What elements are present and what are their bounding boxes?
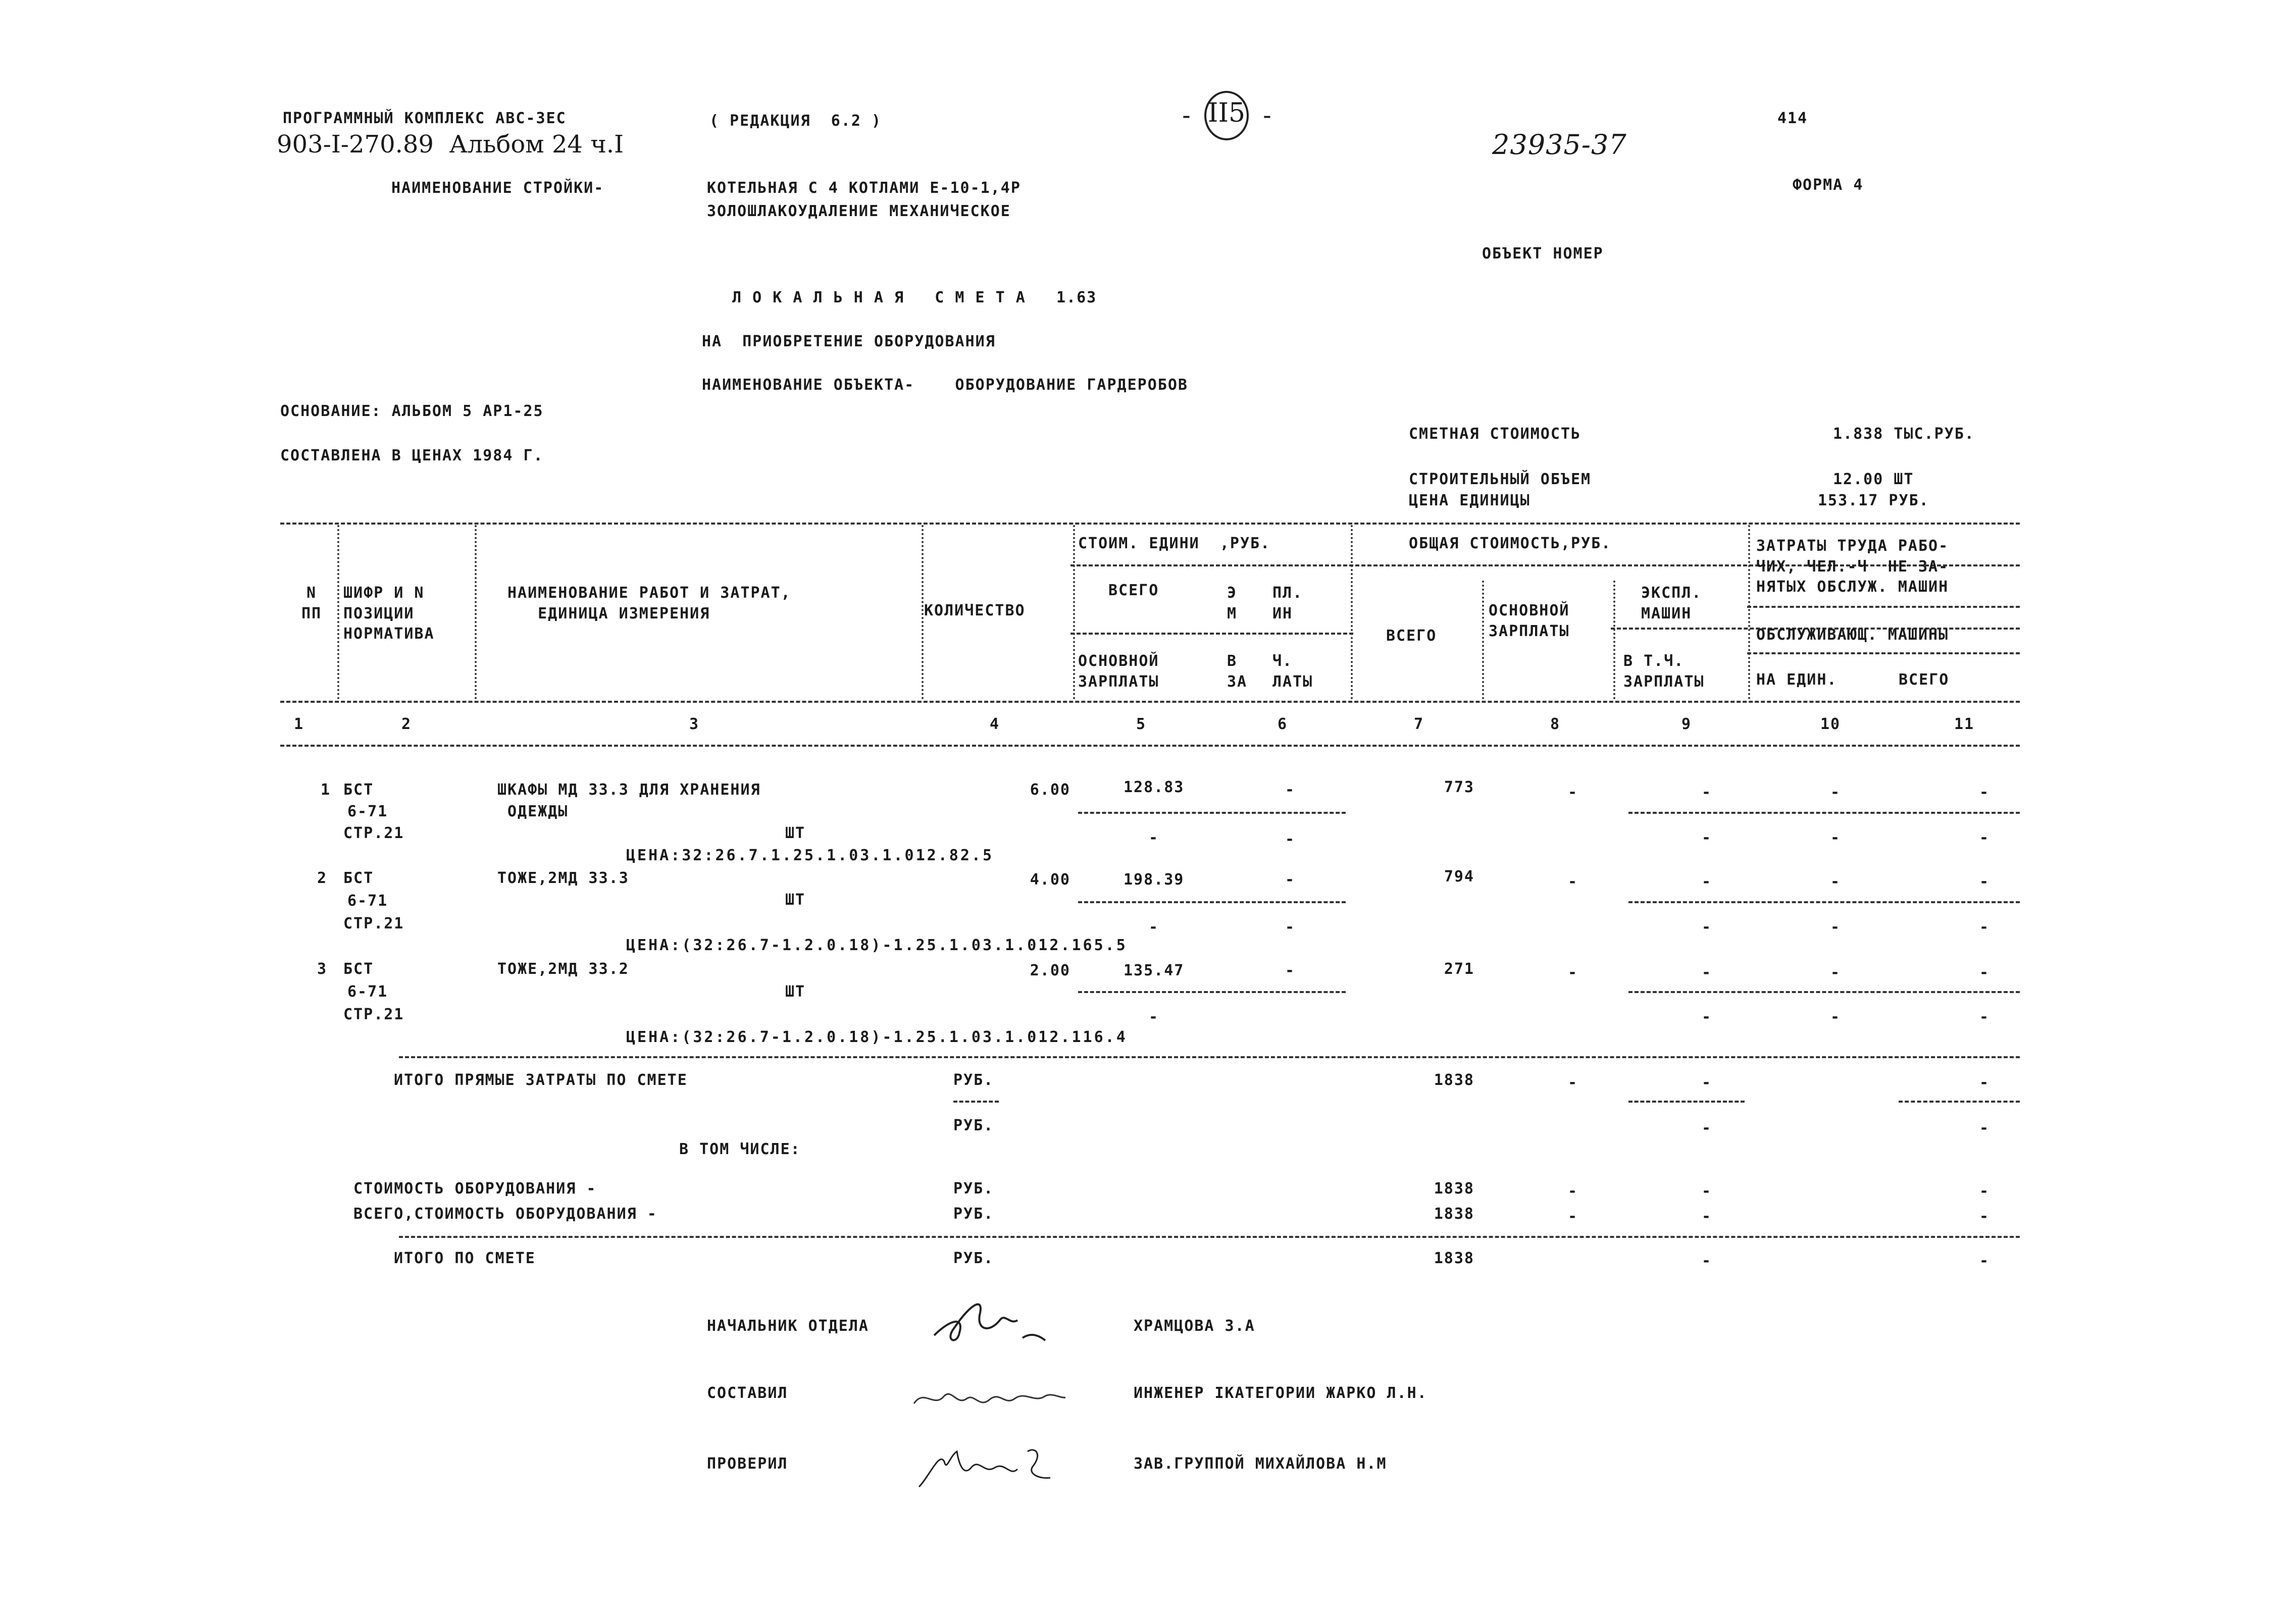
col-head-code: ШИФР И N ПОЗИЦИИ НОРМАТИВА <box>343 584 435 643</box>
row-qty: 4.00 <box>1030 871 1070 889</box>
row-dash: - <box>1830 829 1841 847</box>
row-labor-unit: - <box>1830 964 1841 981</box>
col-head-unit-cost: СТОИМ. ЕДИНИ ,РУБ. <box>1078 535 1271 552</box>
equipment-total-dash: - <box>1568 1208 1578 1225</box>
row-rule <box>1078 901 1346 903</box>
page-dash-left: - <box>1179 101 1195 130</box>
totals-rule <box>953 1101 999 1103</box>
row-dash: - <box>1979 829 1990 847</box>
row-unit-em: - <box>1285 962 1296 979</box>
col-number: 11 <box>1954 715 1975 733</box>
grand-total-dash: - <box>1702 1252 1712 1270</box>
basis: ОСНОВАНИЕ: АЛЬБОМ 5 АР1-25 <box>280 402 544 420</box>
row-code: 6-71 <box>347 983 388 1001</box>
compiled-by-name: ИНЖЕНЕР IКАТЕГОРИИ ЖАРКО Л.Н. <box>1134 1384 1427 1402</box>
row-dash: - <box>1979 918 1990 936</box>
equipment-cost-value: 1838 <box>1434 1180 1474 1198</box>
album-reference: 903-I-270.89 Альбом 24 ч.I <box>277 130 624 159</box>
row-rule <box>1078 991 1346 993</box>
col-head-total-mach-wage: В Т.Ч. ЗАРПЛАТЫ <box>1623 652 1705 691</box>
direct-costs-dash: - <box>1979 1119 1990 1137</box>
row-code: СТР.21 <box>343 915 404 932</box>
row-unit-cost: 135.47 <box>1124 962 1185 979</box>
col-head-n: N ПП <box>301 584 322 622</box>
sheet-number: 414 <box>1777 110 1808 127</box>
direct-costs-dash: - <box>1568 1074 1578 1092</box>
equipment-total-label: ВСЕГО,СТОИМОСТЬ ОБОРУДОВАНИЯ - <box>353 1205 657 1223</box>
equipment-cost-dash: - <box>1979 1182 1990 1200</box>
row-code: БСТ <box>343 960 374 978</box>
equipment-total-dash: - <box>1702 1208 1712 1225</box>
compiled-by-label: СОСТАВИЛ <box>707 1384 788 1402</box>
col-head-unit-em2: ПЛ. ИН <box>1272 584 1303 622</box>
col-sep <box>922 525 924 699</box>
row-labor-total: - <box>1979 784 1990 801</box>
row-dash: - <box>1285 918 1296 936</box>
row-number: 3 <box>317 960 328 978</box>
signature-compiler <box>909 1368 1070 1424</box>
col-number: 9 <box>1681 715 1692 733</box>
row-price: ЦЕНА:(32:26.7-1.2.0.18)-1.25.1.03.1.012.116.4 <box>626 1028 1128 1046</box>
construction-label: НАИМЕНОВАНИЕ СТРОЙКИ- <box>391 179 604 197</box>
head-of-department-name: ХРАМЦОВА З.А <box>1134 1317 1255 1335</box>
col-sep <box>1073 525 1075 699</box>
row-code: БСТ <box>343 869 374 887</box>
col-sep <box>337 525 339 699</box>
direct-costs-unit-2: РУБ. <box>953 1117 994 1134</box>
document-number: 23935-37 <box>1492 129 1627 161</box>
row-total: 794 <box>1444 868 1474 886</box>
table-top-rule <box>280 523 2020 525</box>
row-total: 773 <box>1444 778 1474 796</box>
row-code: 6-71 <box>347 892 388 910</box>
col-numbers-rule <box>280 745 2020 747</box>
row-labor-total: - <box>1979 873 1990 891</box>
direct-costs-dash: - <box>1702 1119 1712 1137</box>
col-head-unit-vz: В ЗА <box>1227 652 1248 691</box>
head-unit-rule <box>1070 633 1353 635</box>
col-number: 5 <box>1136 715 1147 733</box>
row-rule <box>1628 901 2020 903</box>
totals-rule <box>1899 1101 2020 1103</box>
construction-line-2: ЗОЛОШЛАКОУДАЛЕНИЕ МЕХАНИЧЕСКОЕ <box>707 202 1011 220</box>
checked-by-name: ЗАВ.ГРУППОЙ МИХАЙЛОВА Н.М <box>1134 1455 1387 1473</box>
construction-line-1: КОТЕЛЬНАЯ С 4 КОТЛАМИ Е-10-1,4Р <box>707 179 1021 197</box>
col-head-labor-unit: НА ЕДИН. <box>1756 671 1838 689</box>
unit-price-value: 153.17 РУБ. <box>1818 492 1929 509</box>
direct-costs-label: ИТОГО ПРЯМЫЕ ЗАТРАТЫ ПО СМЕТЕ <box>394 1071 688 1089</box>
col-head-name: НАИМЕНОВАНИЕ РАБОТ И ЗАТРАТ, ЕДИНИЦА ИЗМЕРЕНИЯ <box>507 584 791 622</box>
object-number: ОБЪЕКТ НОМЕР <box>1482 245 1604 263</box>
row-unit-cost: 198.39 <box>1124 871 1185 889</box>
totals-rule <box>1628 1101 1745 1103</box>
row-unit-cost: 128.83 <box>1124 778 1185 796</box>
row-total-base: - <box>1568 873 1578 891</box>
row-name: ОДЕЖДЫ <box>507 803 569 820</box>
row-unit: ШТ <box>785 891 806 909</box>
grand-total-label: ИТОГО ПО СМЕТЕ <box>394 1250 536 1267</box>
row-mach: - <box>1702 873 1712 891</box>
row-qty: 6.00 <box>1030 781 1070 799</box>
row-dash: - <box>1149 1008 1159 1026</box>
col-number: 6 <box>1277 715 1288 733</box>
row-rule <box>1078 812 1346 814</box>
row-number: 2 <box>317 869 328 887</box>
grand-total-value: 1838 <box>1434 1250 1474 1267</box>
row-dash: - <box>1702 1008 1712 1026</box>
page-title: Л О К А Л Ь Н А Я С М Е Т А 1.63 <box>732 289 1097 306</box>
col-sep <box>475 525 477 699</box>
grand-total-dash: - <box>1979 1252 1990 1270</box>
unit-price-label: ЦЕНА ЕДИНИЦЫ <box>1409 492 1530 509</box>
head-labor-rule-2 <box>1747 652 2020 654</box>
row-code: СТР.21 <box>343 1006 404 1023</box>
direct-costs-value: 1838 <box>1434 1071 1474 1089</box>
price-level: СОСТАВЛЕНА В ЦЕНАХ 1984 Г. <box>280 447 544 464</box>
row-total: 271 <box>1444 960 1474 978</box>
col-head-unit-base: ОСНОВНОЙ ЗАРПЛАТЫ <box>1078 652 1159 691</box>
head-bottom-rule <box>280 701 2020 703</box>
grand-total-unit: РУБ. <box>953 1250 994 1267</box>
totals-top-rule <box>399 1056 2020 1058</box>
col-sep <box>1482 581 1484 699</box>
page-dash-right: - <box>1260 101 1275 130</box>
row-name: ТОЖЕ,2МД 33.3 <box>497 869 629 887</box>
row-rule <box>1628 991 2020 993</box>
col-head-labor: ЗАТРАТЫ ТРУДА РАБО- ЧИХ, ЧЕЛ.-Ч НЕ ЗА- НЯТЫХ ОБСЛУЖ. МАШИН <box>1756 537 1949 596</box>
direct-costs-dash: - <box>1702 1074 1712 1092</box>
col-head-total-all: ВСЕГО <box>1386 627 1437 645</box>
form-number: ФОРМА 4 <box>1793 176 1864 194</box>
including-label: В ТОМ ЧИСЛЕ: <box>679 1140 801 1158</box>
col-sep <box>1748 525 1750 699</box>
edition: ( РЕДАКЦИЯ 6.2 ) <box>709 112 882 130</box>
col-number: 2 <box>401 715 412 733</box>
direct-costs-dash: - <box>1979 1074 1990 1092</box>
head-labor-rule-1 <box>1747 606 2020 608</box>
row-dash: - <box>1830 918 1841 936</box>
col-sep <box>1351 525 1353 699</box>
estimated-cost-value: 1.838 ТЫС.РУБ. <box>1833 425 1975 443</box>
row-name: ТОЖЕ,2МД 33.2 <box>497 960 629 978</box>
row-unit: ШТ <box>785 824 806 842</box>
row-qty: 2.00 <box>1030 962 1070 979</box>
col-head-unit-total: ВСЕГО <box>1108 582 1159 599</box>
direct-costs-unit: РУБ. <box>953 1071 994 1089</box>
col-head-total-cost: ОБЩАЯ СТОИМОСТЬ,РУБ. <box>1409 535 1612 552</box>
row-price: ЦЕНА:(32:26.7-1.2.0.18)-1.25.1.03.1.012.165.5 <box>626 937 1128 954</box>
row-code: 6-71 <box>347 803 388 820</box>
row-mach: - <box>1702 964 1712 981</box>
equipment-total-dash: - <box>1979 1208 1990 1225</box>
row-labor-total: - <box>1979 964 1990 981</box>
row-unit: ШТ <box>785 983 806 1001</box>
volume-value: 12.00 ШТ <box>1833 471 1914 488</box>
col-head-labor-total: ВСЕГО <box>1899 671 1950 689</box>
row-unit-em: - <box>1285 781 1296 799</box>
head-of-department-label: НАЧАЛЬНИК ОТДЕЛА <box>707 1317 869 1335</box>
col-head-qty: КОЛИЧЕСТВО <box>924 602 1026 619</box>
col-head-unit-ch: Ч. ЛАТЫ <box>1272 652 1313 691</box>
row-dash: - <box>1702 829 1712 847</box>
row-price: ЦЕНА:32:26.7.1.25.1.03.1.012.82.5 <box>626 847 994 864</box>
object-name: НАИМЕНОВАНИЕ ОБЪЕКТА- ОБОРУДОВАНИЕ ГАРДЕРОБОВ <box>702 376 1188 394</box>
equipment-cost-dash: - <box>1568 1182 1578 1200</box>
page-subtitle: НА ПРИОБРЕТЕНИЕ ОБОРУДОВАНИЯ <box>702 333 996 350</box>
page-number: II5 <box>1207 98 1246 128</box>
equipment-cost-unit: РУБ. <box>953 1180 994 1198</box>
col-number: 8 <box>1550 715 1561 733</box>
row-dash: - <box>1702 918 1712 936</box>
row-total-base: - <box>1568 784 1578 801</box>
program-name: ПРОГРАММНЫЙ КОМПЛЕКС АВС-ЗЕС <box>283 110 567 127</box>
totals-bottom-rule <box>399 1236 2020 1238</box>
checked-by-label: ПРОВЕРИЛ <box>707 1455 788 1473</box>
row-dash: - <box>1285 830 1296 848</box>
row-dash: - <box>1830 1008 1841 1026</box>
col-number: 10 <box>1820 715 1841 733</box>
equipment-total-value: 1838 <box>1434 1205 1474 1223</box>
row-dash: - <box>1149 918 1159 936</box>
signature-head <box>929 1285 1060 1351</box>
row-rule <box>1628 812 2020 814</box>
col-head-total-base: ОСНОВНОЙ ЗАРПЛАТЫ <box>1489 602 1570 640</box>
estimated-cost-label: СМЕТНАЯ СТОИМОСТЬ <box>1409 425 1581 443</box>
col-sep <box>1613 581 1615 699</box>
signature-checker <box>909 1431 1070 1497</box>
col-head-labor-service: ОБСЛУЖИВАЮЩ. МАШИНЫ <box>1756 626 1949 644</box>
row-unit-em: - <box>1285 871 1296 889</box>
volume-label: СТРОИТЕЛЬНЫЙ ОБЪЕМ <box>1409 471 1592 488</box>
row-number: 1 <box>321 781 331 799</box>
row-mach: - <box>1702 784 1712 801</box>
row-dash: - <box>1979 1008 1990 1026</box>
row-dash: - <box>1149 829 1159 847</box>
col-number: 7 <box>1413 715 1424 733</box>
equipment-total-unit: РУБ. <box>953 1205 994 1223</box>
row-code: БСТ <box>343 781 374 799</box>
col-number: 4 <box>989 715 1000 733</box>
row-labor-unit: - <box>1830 873 1841 891</box>
equipment-cost-dash: - <box>1702 1182 1712 1200</box>
col-head-total-mach: ЭКСПЛ. МАШИН <box>1641 584 1702 622</box>
row-code: СТР.21 <box>343 824 404 842</box>
equipment-cost-label: СТОИМОСТЬ ОБОРУДОВАНИЯ - <box>353 1180 597 1198</box>
row-name: ШКАФЫ МД 33.3 ДЛЯ ХРАНЕНИЯ <box>497 781 761 799</box>
row-total-base: - <box>1568 964 1578 981</box>
col-head-unit-em: Э М <box>1227 584 1238 622</box>
col-number: 3 <box>689 715 700 733</box>
row-labor-unit: - <box>1830 784 1841 801</box>
col-number: 1 <box>293 715 304 733</box>
